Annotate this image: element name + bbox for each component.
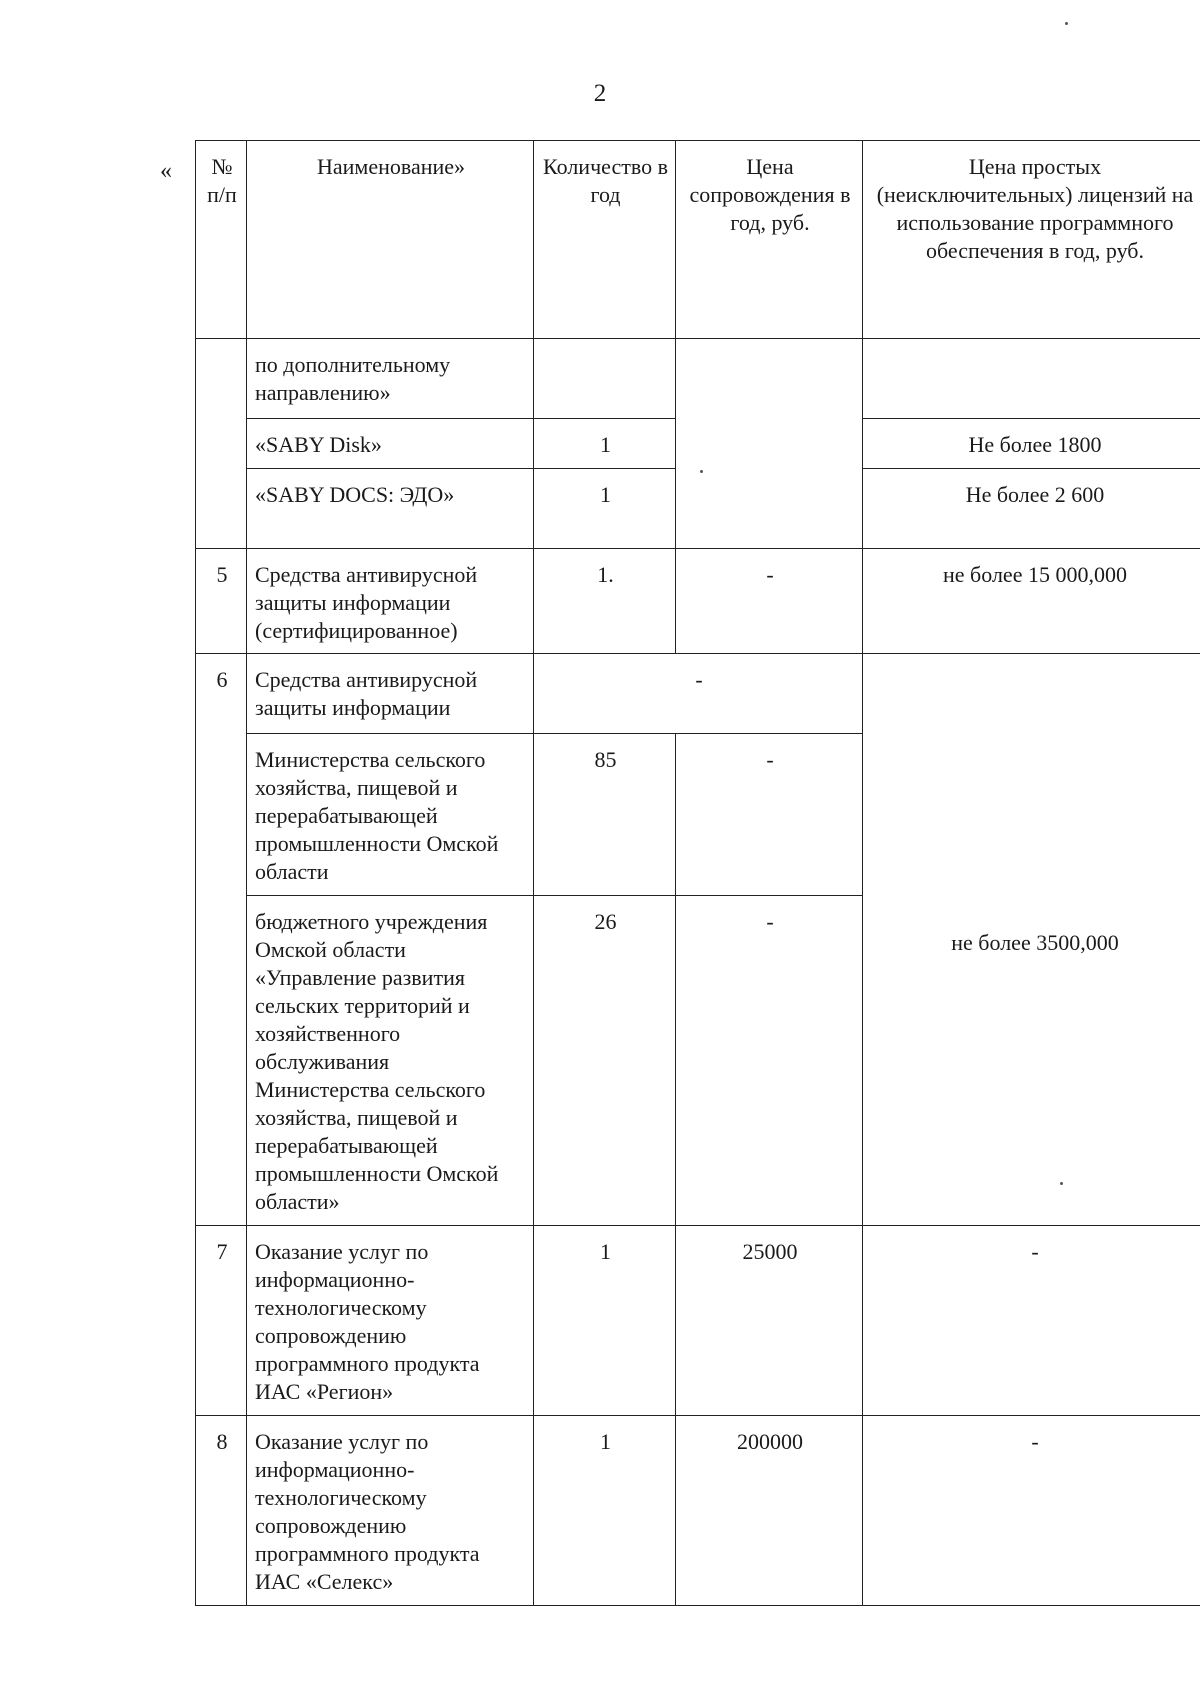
- header-row: [196, 141, 1200, 339]
- cell-license: не более 15 000,000: [863, 549, 1200, 654]
- cell-support: -: [676, 734, 863, 896]
- opening-quote-mark: «: [160, 158, 172, 184]
- cell-name: Министерства сельского хозяйства, пищевой и перерабатывающей промышленности Омской области: [247, 734, 534, 896]
- cell-name: «SABY DOCS: ЭДО»: [247, 469, 534, 549]
- cell-qty-support-merged: -: [534, 654, 863, 734]
- cell-support-empty: [676, 339, 863, 549]
- cell-num: 5: [196, 549, 247, 654]
- cell-name: Оказание услуг по информационно-технологическому сопровождению программного продукта ИАС «Селекс»: [247, 1416, 534, 1606]
- cell-name: Средства антивирусной защиты информации: [247, 654, 534, 734]
- cell-support: 200000: [676, 1416, 863, 1606]
- cell-num: 6: [196, 654, 247, 1226]
- page-number: 2: [593, 80, 607, 107]
- header-num: № п/п: [196, 141, 247, 339]
- cell-license: Не более 2 600: [863, 469, 1200, 549]
- header-license-price: Цена простых (неисключительных) лицензий на использование программного обеспечения в год, руб.: [863, 141, 1200, 339]
- table-row: [196, 1416, 1200, 1606]
- cell-support: -: [676, 896, 863, 1226]
- cell-num: 8: [196, 1416, 247, 1606]
- cell-qty: 1: [534, 1226, 676, 1416]
- price-table: [195, 140, 1200, 1606]
- cell-name: по дополнительному направлению»: [247, 339, 534, 419]
- header-support-price: Цена сопровождения в год, руб.: [676, 141, 863, 339]
- cell-qty-empty: [534, 339, 676, 419]
- cell-qty: 1: [534, 419, 676, 469]
- header-name: Наименование»: [247, 141, 534, 339]
- cell-qty: 1: [534, 1416, 676, 1606]
- scan-speck: [1065, 22, 1068, 25]
- cell-qty: 85: [534, 734, 676, 896]
- cell-qty: 1.: [534, 549, 676, 654]
- cell-name: бюджетного учреждения Омской области «Управление развития сельских территорий и хозяйственного обслуживания Министерства сельского хозяйства, пищевой и перерабатывающей промышленности Омской области»: [247, 896, 534, 1226]
- table-row: [196, 654, 1200, 734]
- cell-name: Средства антивирусной защиты информации (сертифицированное): [247, 549, 534, 654]
- table-row: [196, 549, 1200, 654]
- cell-license: Не более 1800: [863, 419, 1200, 469]
- scan-speck: [1060, 1182, 1063, 1185]
- header-qty: Количество в год: [534, 141, 676, 339]
- cell-qty: 1: [534, 469, 676, 549]
- cell-name: «SABY Disk»: [247, 419, 534, 469]
- cell-name: Оказание услуг по информационно-технологическому сопровождению программного продукта ИАС «Регион»: [247, 1226, 534, 1416]
- cell-license-empty: [863, 339, 1200, 419]
- scan-speck: [700, 470, 703, 473]
- cell-num-empty: [196, 339, 247, 549]
- table-row: [196, 1226, 1200, 1416]
- cell-support: -: [676, 549, 863, 654]
- cell-num: 7: [196, 1226, 247, 1416]
- cell-license-merged: не более 3500,000: [863, 654, 1200, 1226]
- cell-qty: 26: [534, 896, 676, 1226]
- cell-support: 25000: [676, 1226, 863, 1416]
- cell-license: -: [863, 1226, 1200, 1416]
- cell-license: -: [863, 1416, 1200, 1606]
- table-row: [196, 339, 1200, 419]
